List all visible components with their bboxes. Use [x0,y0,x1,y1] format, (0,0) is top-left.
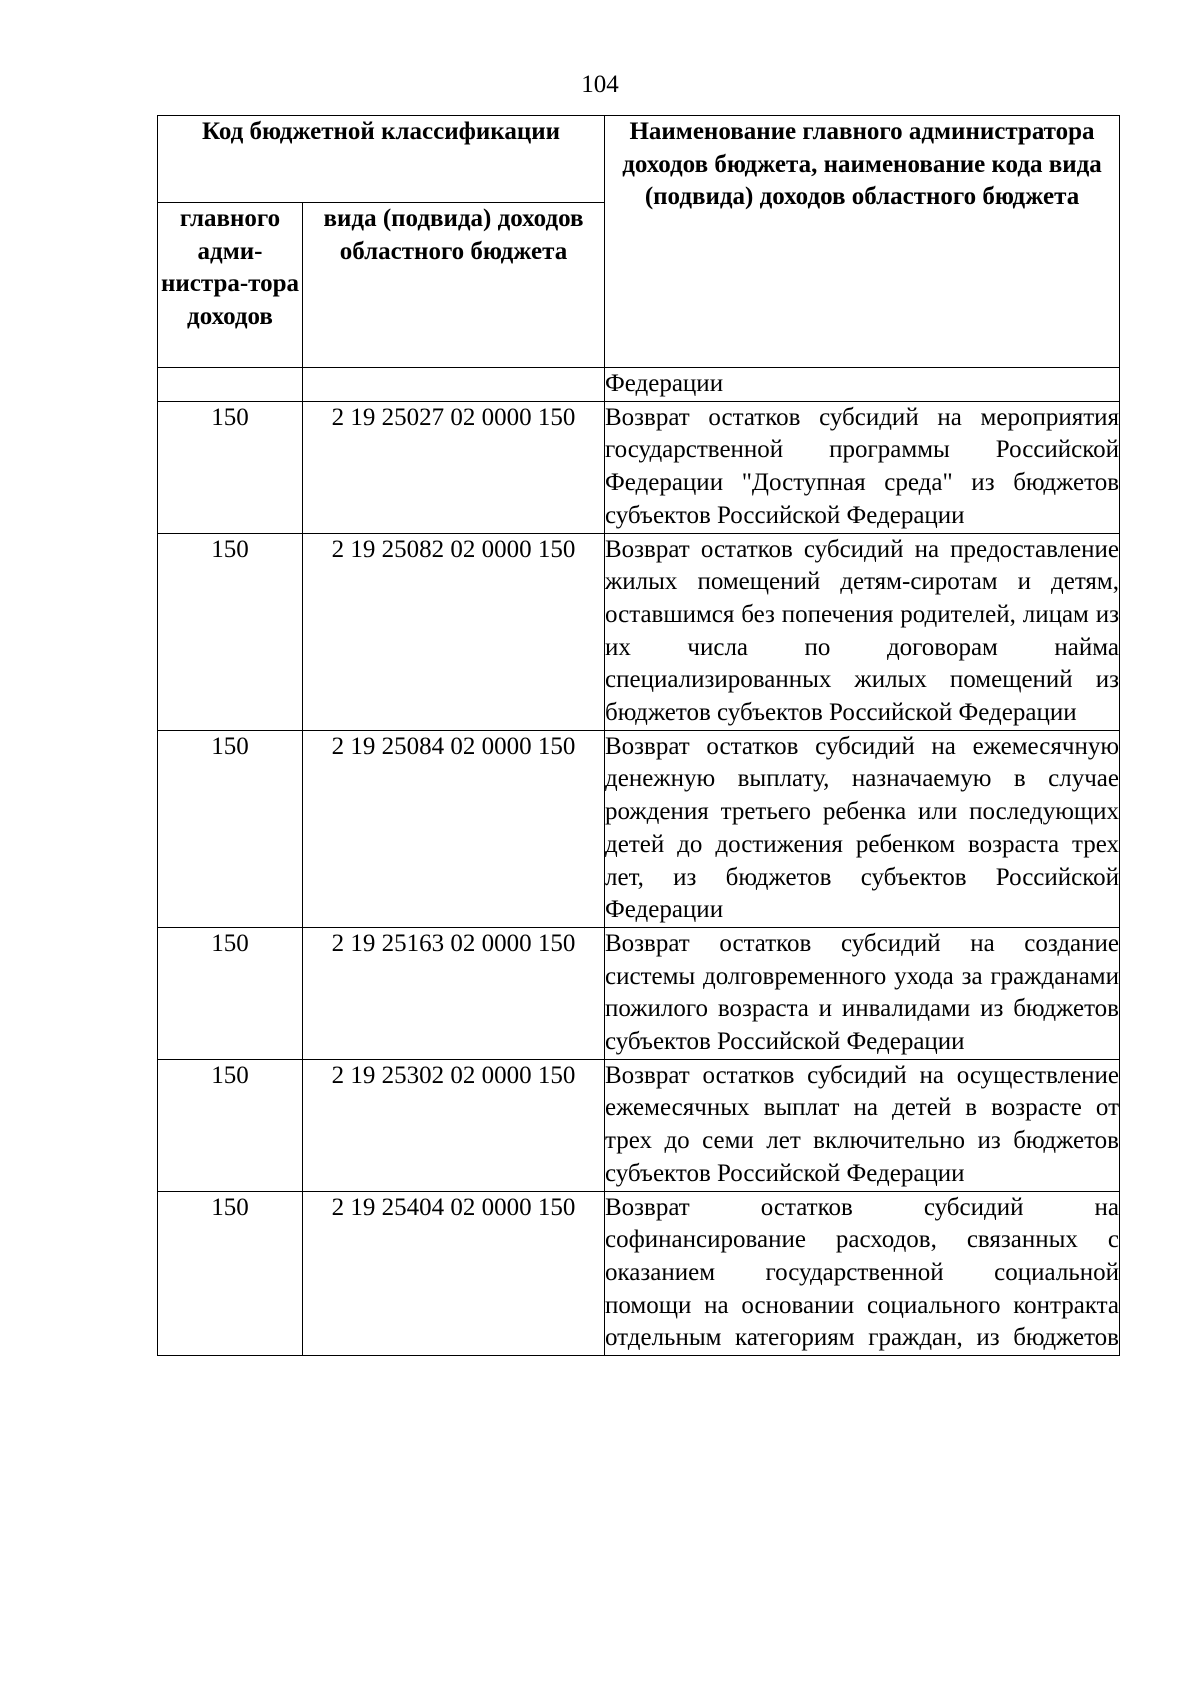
header-income-type: вида (подвида) доходов областного бюджета [303,203,605,368]
income-code-cell: 2 19 25404 02 0000 150 [303,1191,605,1356]
income-code-cell: 2 19 25302 02 0000 150 [303,1059,605,1191]
income-code-cell: 2 19 25163 02 0000 150 [303,927,605,1059]
admin-code-cell: 150 [158,1059,303,1191]
income-code-cell: 2 19 25027 02 0000 150 [303,401,605,533]
table-row [158,927,1120,1059]
admin-code-cell: 150 [158,1191,303,1356]
income-code-cell: 2 19 25082 02 0000 150 [303,533,605,730]
income-name-cell: Возврат остатков субсидий на софинансирование расходов, связанных с оказанием государственной социальной помощи на основании социального контракта отдельным категориям граждан, из бюджетов [605,1191,1120,1356]
table-row [158,1191,1120,1356]
income-name-cell: Возврат остатков субсидий на мероприятия государственной программы Российской Федерации "Доступная среда" из бюджетов субъектов Российской Федерации [605,401,1120,533]
page-number: 104 [581,71,619,98]
income-code-cell [303,368,605,402]
table-row [158,1059,1120,1191]
admin-code-cell: 150 [158,927,303,1059]
table-row [158,533,1120,730]
table-row [158,368,1120,402]
budget-classification-table [157,115,1120,1356]
header-administrator-name: Наименование главного администратора доходов бюджета, наименование кода вида (подвида) доходов областного бюджета [605,116,1120,368]
admin-code-cell: 150 [158,533,303,730]
income-name-cell: Возврат остатков субсидий на создание системы долговременного ухода за гражданами пожилого возраста и инвалидами из бюджетов субъектов Российской Федерации [605,927,1120,1059]
admin-code-cell [158,368,303,402]
table-row [158,401,1120,533]
header-budget-classification-code: Код бюджетной классификации [158,116,605,203]
admin-code-cell: 150 [158,401,303,533]
income-name-cell: Федерации [605,368,1120,402]
income-name-cell: Возврат остатков субсидий на осуществление ежемесячных выплат на детей в возрасте от трех до семи лет включительно из бюджетов субъектов Российской Федерации [605,1059,1120,1191]
admin-code-cell: 150 [158,730,303,927]
income-name-cell: Возврат остатков субсидий на предоставление жилых помещений детям-сиротам и детям, оставшимся без попечения родителей, лицам из их числа по договорам найма специализированных жилых помещений из бюджетов субъектов Российской Федерации [605,533,1120,730]
income-code-cell: 2 19 25084 02 0000 150 [303,730,605,927]
table-row [158,730,1120,927]
income-name-cell: Возврат остатков субсидий на ежемесячную денежную выплату, назначаемую в случае рождения третьего ребенка или последующих детей до достижения ребенком возраста трех лет, из бюджетов субъектов Российской Федерации [605,730,1120,927]
header-main-administrator: главного адми-нистра-тора доходов [158,203,303,368]
